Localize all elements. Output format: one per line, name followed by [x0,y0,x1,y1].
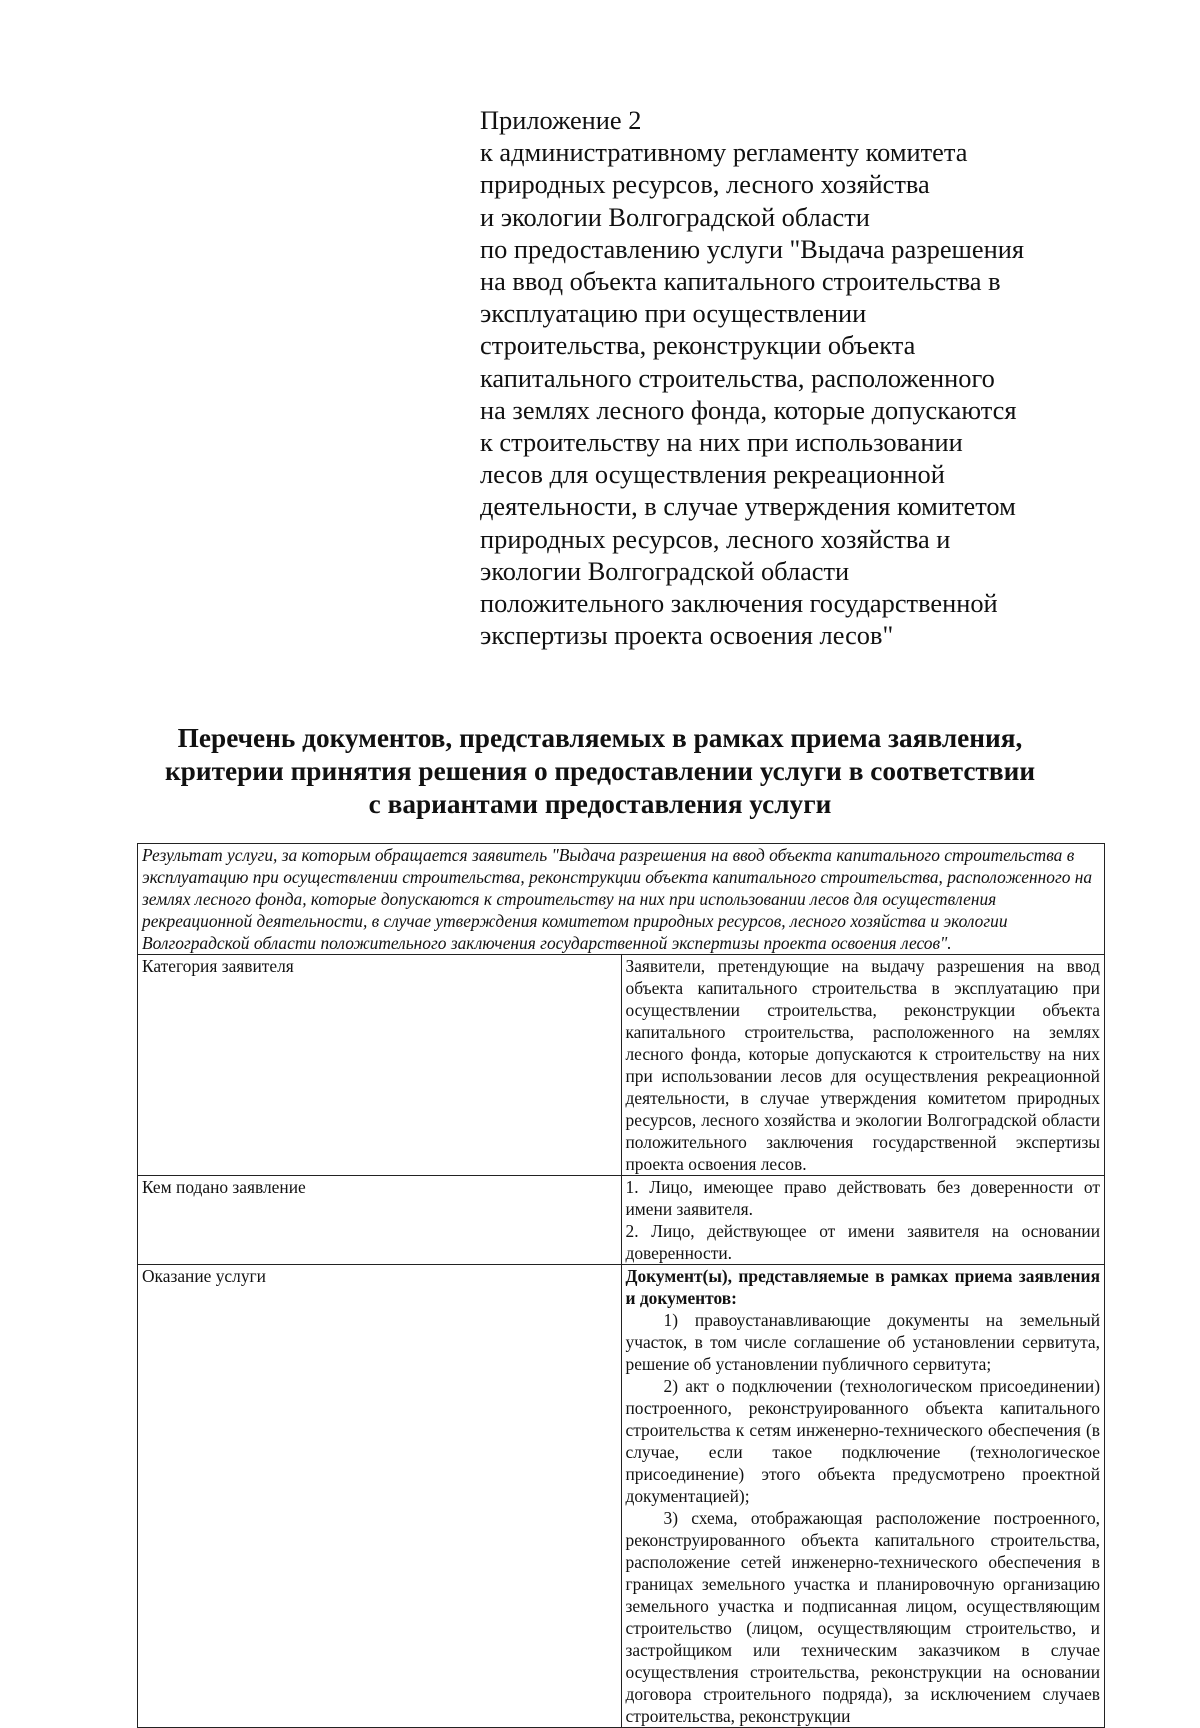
documents-table [137,843,1105,1728]
document-title [130,722,1070,821]
appendix-line: эксплуатацию при осуществлении [480,298,867,329]
document-item: 3) схема, отображающая расположение построенного, реконструированного объекта капитального строительства, расположение сетей инженерно-технического обеспечения в границах земельного участка и планировочную организацию земельного участка и подписанная лицом, осуществляющим строительство (лицом, осуществляющим строительство, и застройщиком или техническим заказчиком в случае осуществления строительства, реконструкции на основании договора строительного подряда), за исключением случаев строительства, реконструкции [625,1508,1100,1726]
documents-heading-line: Документ(ы), представляемые в рамках приема заявления [625,1266,1100,1286]
appendix-line: на землях лесного фонда, которые допускаются [480,394,1017,425]
service-result-cell: Результат услуги, за которым обращается заявитель "Выдача разрешения на ввод объекта капитального строительства в эксплуатацию при осуществлении строительства, реконструкции объекта капитального строительства, расположенного на землях лесного фонда, которые допускаются к строительству на них при использовании лесов для осуществления рекреационной деятельности, в случае утверждения комитетом природных ресурсов, лесного хозяйства и экологии Волгоградской области положительного заключения государственной экспертизы проекта освоения лесов". [138,844,1105,955]
appendix-line: строительства, реконструкции объекта [480,330,916,361]
service-provision-cell [621,1265,1105,1728]
list-item: 2. Лицо, действующее от имени заявителя на основании доверенности. [625,1221,1100,1263]
row-label-applicant-category: Категория заявителя [138,955,622,1176]
appendix-line: природных ресурсов, лесного хозяйства [480,169,930,200]
appendix-line: экологии Волгоградской области [480,555,850,586]
applicant-category-text: Заявители, претендующие на выдачу разрешения на ввод объекта капитального строительства в эксплуатацию при осуществлении строительства, реконструкции объекта капитального строительства, расположенного на землях лесного фонда, которые допускаются к строительству на них при использовании лесов для осуществления рекреационной деятельности, в случае утверждения комитетом природных ресурсов, лесного хозяйства и экологии Волгоградской области положительного заключения государственной экспертизы проекта освоения лесов. [621,955,1105,1176]
appendix-line: к строительству на них при использовании [480,427,963,458]
table-row [138,1176,1105,1265]
appendix-line: экспертизы проекта освоения лесов" [480,620,894,651]
documents-heading [626,1265,1101,1309]
appendix-line: капитального строительства, расположенного [480,362,995,393]
appendix-line: деятельности, в случае утверждения комитетом [480,491,1016,522]
list-item: 1. Лицо, имеющее право действовать без доверенности от имени заявителя. [625,1177,1100,1219]
table-row [138,1265,1105,1728]
title-line: критерии принятия решения о предоставлении услуги в соответствии [164,756,1036,786]
appendix-line: положительного заключения государственной [480,588,998,619]
appendix-line: и экологии Волгоградской области [480,201,870,232]
title-line: с вариантами предоставления услуги [368,789,832,819]
appendix-line: на ввод объекта капитального строительства в [480,266,1001,297]
appendix-line: лесов для осуществления рекреационной [480,459,945,490]
row-label-service-provision: Оказание услуги [138,1265,622,1728]
documents-heading-line: и документов: [625,1288,737,1308]
appendix-line: к административному регламенту комитета [480,137,968,168]
document-item: 1) правоустанавливающие документы на земельный участок, в том числе соглашение об установлении сервитута, решение об установлении публичного сервитута; [625,1310,1100,1374]
appendix-line: по предоставлению услуги "Выдача разрешения [480,233,1024,264]
submitted-by-cell [621,1176,1105,1265]
table-row [138,955,1105,1176]
appendix-line: Приложение 2 [480,105,642,135]
document-item: 2) акт о подключении (технологическом присоединении) построенного, реконструированного объекта капитального строительства к сетям инженерно-технического обеспечения (в случае, если такое подключение (технологическое присоединение) этого объекта предусмотрено проектной документацией); [625,1376,1100,1506]
appendix-block [480,104,1100,651]
title-line: Перечень документов, представляемых в рамках приема заявления, [177,723,1023,753]
table-row-result [138,844,1105,955]
row-label-submitted-by: Кем подано заявление [138,1176,622,1265]
appendix-line: природных ресурсов, лесного хозяйства и [480,523,951,554]
